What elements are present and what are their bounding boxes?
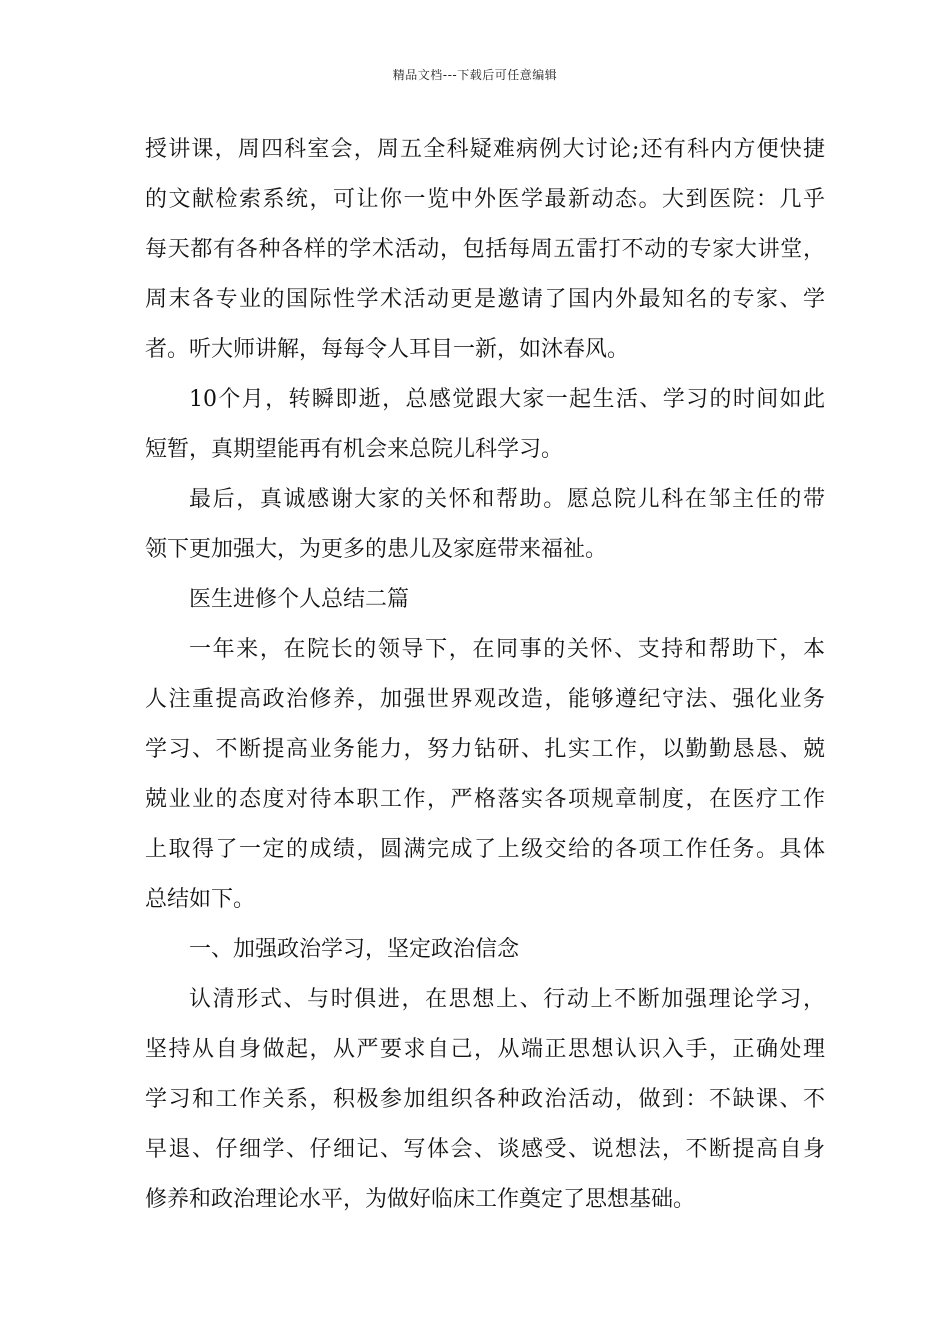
text-line: 修养和政治理论水平，为做好临床工作奠定了思想基础。 — [145, 1187, 696, 1212]
text-line: 短暂，真期望能再有机会来总院儿科学习。 — [145, 437, 564, 462]
text-line: 授讲课，周四科室会，周五全科疑难病例大讨论;还有科内方便快捷 — [145, 137, 825, 162]
text-line: 总结如下。 — [145, 887, 256, 912]
text-line: 上取得了一定的成绩，圆满完成了上级交给的各项工作任务。具体 — [145, 837, 825, 862]
text-line: 兢业业的态度对待本职工作，严格落实各项规章制度，在医疗工作 — [145, 787, 825, 812]
document-body — [145, 125, 825, 1225]
section-title: 医生进修个人总结二篇 — [189, 587, 410, 612]
paragraph-start-line: 最后，真诚感谢大家的关怀和帮助。愿总院儿科在邹主任的带 — [189, 487, 825, 512]
text-line: 者。听大师讲解，每每令人耳目一新，如沐春风。 — [145, 337, 630, 362]
paragraph-start-line: 一年来，在院长的领导下，在同事的关怀、支持和帮助下，本 — [189, 637, 825, 662]
text-line: 学习和工作关系，积极参加组织各种政治活动，做到：不缺课、不 — [145, 1087, 825, 1112]
text-line: 领下更加强大，为更多的患儿及家庭带来福祉。 — [145, 537, 608, 562]
text-line: 学习、不断提高业务能力，努力钻研、扎实工作，以勤勤恳恳、兢 — [145, 737, 825, 762]
text-line: 每天都有各种各样的学术活动，包括每周五雷打不动的专家大讲堂， — [145, 237, 825, 262]
text-line: 坚持从自身做起，从严要求自己，从端正思想认识入手，正确处理 — [145, 1037, 825, 1062]
section-heading: 一、加强政治学习，坚定政治信念 — [189, 937, 520, 962]
paragraph-start-line: 10个月，转瞬即逝，总感觉跟大家一起生活、学习的时间如此 — [189, 387, 825, 412]
text-line: 早退、仔细学、仔细记、写体会、谈感受、说想法，不断提高自身 — [145, 1137, 825, 1162]
paragraph-start-line: 认清形式、与时俱进，在思想上、行动上不断加强理论学习， — [189, 987, 825, 1012]
text-line: 的文献检索系统，可让你一览中外医学最新动态。大到医院：几乎 — [145, 187, 825, 212]
page-header: 精品文档---下载后可任意编辑 — [392, 68, 558, 82]
text-line: 周末各专业的国际性学术活动更是邀请了国内外最知名的专家、学 — [145, 287, 825, 312]
text-line: 人注重提高政治修养，加强世界观改造，能够遵纪守法、强化业务 — [145, 687, 825, 712]
